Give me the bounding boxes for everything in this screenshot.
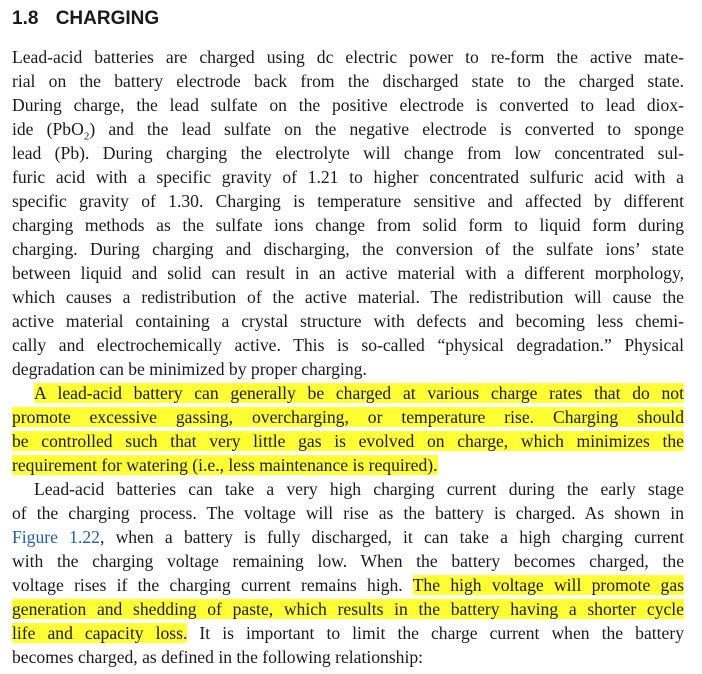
text-run: furic acid with a specific gravity of 1.21 to higher concentrated sulfuric acid with a [12,167,684,187]
text-run: Lead-acid batteries are charged using dc electric power to re-form the active mate- [12,47,684,67]
section-heading [12,6,159,32]
text-line [12,237,684,261]
text-line [12,165,684,189]
text-line [12,549,684,573]
text-line [34,381,684,405]
text-line [12,309,684,333]
text-line [12,621,684,645]
text-run: cally and electrochemically active. This is so-called “physical degradation.” Physical [12,335,684,355]
text-run: between liquid and solid can result in an active material with a different morphology, [12,263,684,283]
text-run: becomes charged, as defined in the following relationship: [12,647,424,667]
text-line [12,285,684,309]
text-line [12,429,684,453]
text-run: lead (Pb). During charging the electrolyte will change from low concentrated sul- [12,143,684,163]
text-line [12,357,684,381]
text-run: Lead-acid batteries can take a very high charging current during the early stage [34,479,684,499]
text-line [12,501,684,525]
text-run: of the charging process. The voltage will rise as the battery is charged. As shown in [12,503,684,523]
text-run: , when a battery is fully discharged, it can take a high charging current [99,527,685,547]
text-line [12,141,684,165]
subscript: 2 [83,130,90,143]
text-line [12,405,684,429]
text-line [12,45,684,69]
text-line [12,213,684,237]
text-run: with the charging voltage remaining low. When the battery becomes charged, the [12,551,684,571]
highlighted-text: promote excessive gassing, overcharging, or temperature rise. Charging should [12,407,684,427]
highlighted-text: generation and shedding of paste, which results in the battery having a shorter cycle [12,599,684,619]
highlighted-text: life and capacity loss. [12,623,188,643]
text-run: charging. During charging and discharging, the conversion of the sulfate ions’ state [12,239,684,259]
text-line [12,261,684,285]
text-line [12,525,684,549]
text-line [12,93,684,117]
text-run: which causes a redistribution of the active material. The redistribution will cause the [12,287,684,307]
text-line [12,117,684,141]
text-run: degradation can be minimized by proper charging. [12,359,367,379]
text-line [12,597,684,621]
text-line [12,453,684,477]
text-line [12,189,684,213]
section-title: CHARGING [55,8,160,29]
section-number: 1.8 [12,8,39,29]
text-run: active material containing a crystal structure with defects and becoming less chemi- [12,311,684,331]
text-run: charging methods as the sulfate ions change from solid form to liquid form during [12,215,684,235]
text-line [12,645,684,669]
text-line [12,573,684,597]
text-run: It is important to limit the charge current when the battery [187,623,684,643]
text-line [12,69,684,93]
highlighted-text: The high voltage will promote gas [412,575,684,595]
text-run: voltage rises if the charging current remains high. [12,575,413,595]
highlighted-text: A lead-acid battery can generally be charged at various charge rates that do not [34,383,684,403]
text-run: ide (PbO [12,119,84,139]
highlighted-text: requirement for watering (i.e., less maintenance is required). [12,455,438,475]
text-run: During charge, the lead sulfate on the positive electrode is converted to lead diox- [12,95,684,115]
figure-link[interactable]: Figure 1.22 [12,527,100,547]
text-run: specific gravity of 1.30. Charging is temperature sensitive and affected by different [12,191,684,211]
text-run: rial on the battery electrode back from the discharged state to the charged state. [12,71,684,91]
highlighted-text: be controlled such that very little gas is evolved on charge, which minimizes the [12,431,684,451]
text-run: ) and the lead sulfate on the negative electrode is converted to sponge [89,119,684,139]
text-line [12,333,684,357]
text-line [34,477,684,501]
